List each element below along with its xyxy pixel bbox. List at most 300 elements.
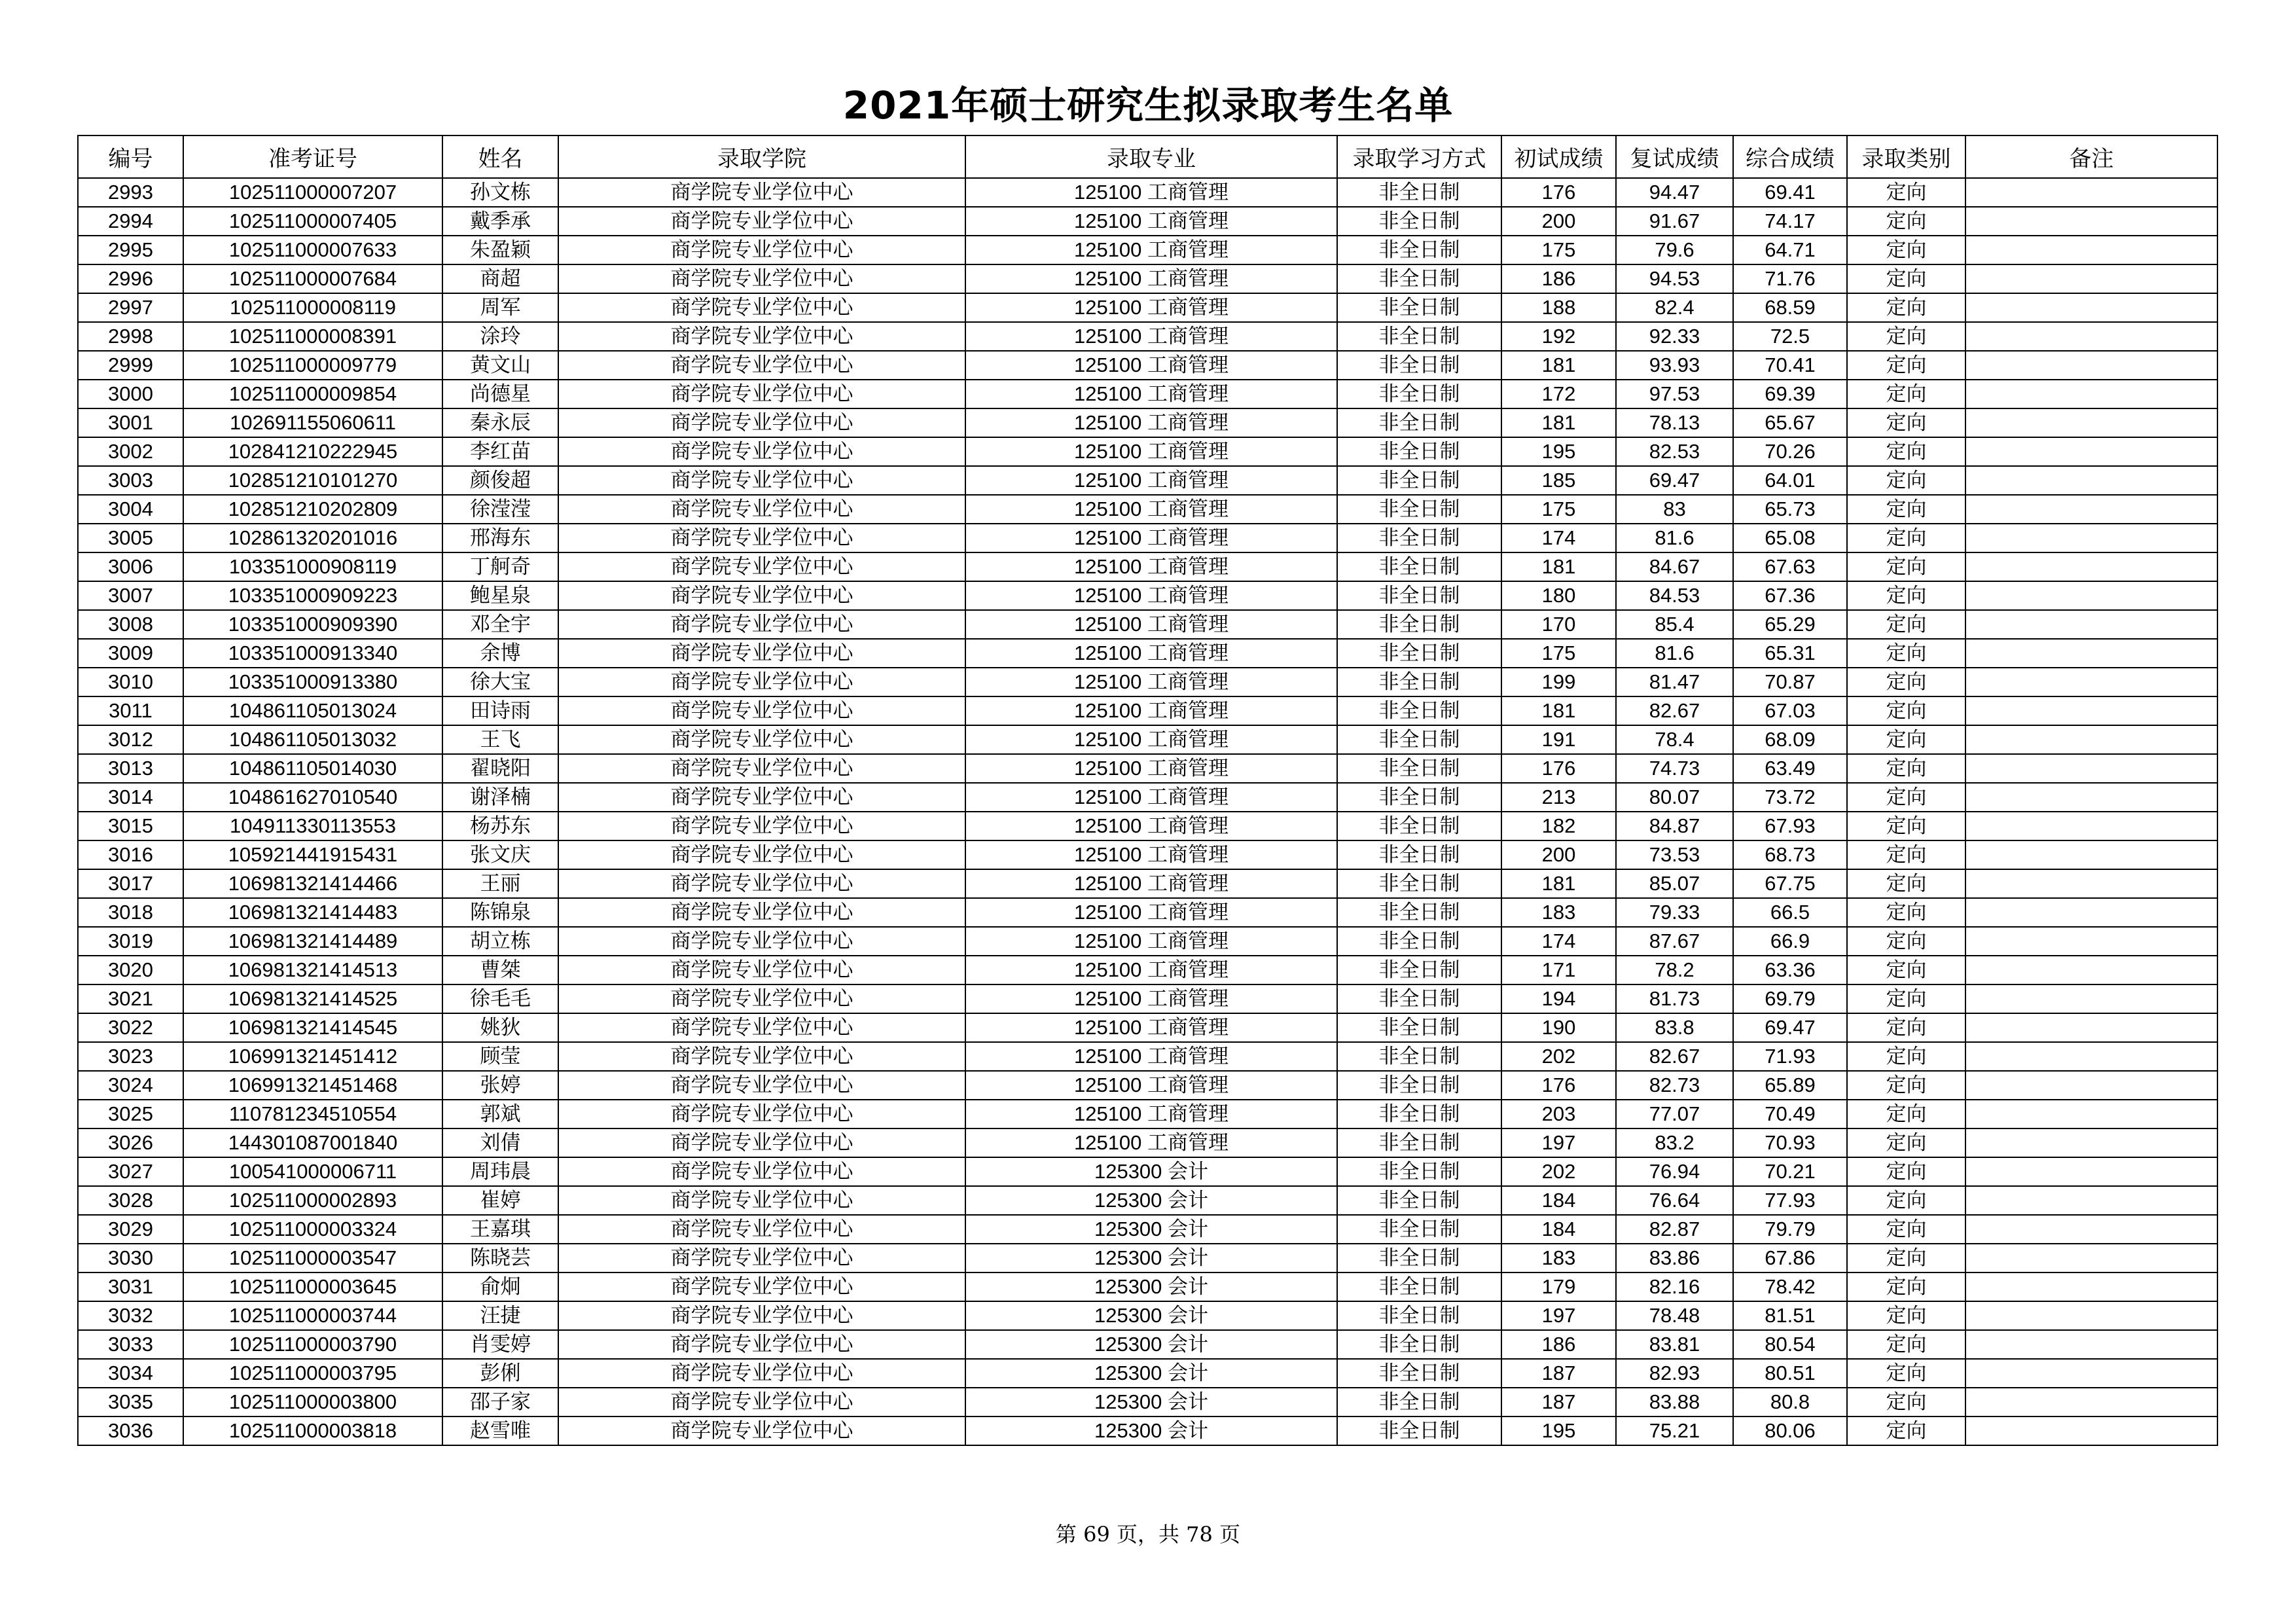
cell-exam-number: 102511000003818	[183, 1416, 442, 1445]
cell-remarks	[1965, 1359, 2217, 1388]
cell-college: 商学院专业学位中心	[558, 696, 965, 725]
cell-retest-score: 78.4	[1616, 725, 1733, 754]
cell-study-mode: 非全日制	[1337, 264, 1501, 293]
cell-major: 125100 工商管理	[965, 1042, 1337, 1071]
cell-remarks	[1965, 1272, 2217, 1301]
cell-college: 商学院专业学位中心	[558, 783, 965, 812]
table-row	[78, 812, 2217, 840]
table-row	[78, 696, 2217, 725]
cell-major: 125100 工商管理	[965, 581, 1337, 610]
cell-retest-score: 73.53	[1616, 840, 1733, 869]
cell-name: 肖雯婷	[442, 1330, 558, 1359]
cell-name: 邓全宇	[442, 610, 558, 639]
cell-id: 3022	[78, 1013, 183, 1042]
cell-study-mode: 非全日制	[1337, 1359, 1501, 1388]
cell-retest-score: 94.53	[1616, 264, 1733, 293]
cell-study-mode: 非全日制	[1337, 1128, 1501, 1157]
cell-remarks	[1965, 927, 2217, 956]
cell-study-mode: 非全日制	[1337, 322, 1501, 351]
cell-name: 谢泽楠	[442, 783, 558, 812]
cell-id: 3002	[78, 437, 183, 466]
cell-retest-score: 82.87	[1616, 1215, 1733, 1244]
cell-major: 125300 会计	[965, 1330, 1337, 1359]
cell-exam-number: 103351000909390	[183, 610, 442, 639]
cell-total-score: 65.31	[1733, 639, 1847, 668]
cell-remarks	[1965, 668, 2217, 696]
admission-table	[77, 135, 2218, 1446]
cell-college: 商学院专业学位中心	[558, 956, 965, 984]
cell-category: 定向	[1847, 437, 1965, 466]
cell-study-mode: 非全日制	[1337, 840, 1501, 869]
table-row	[78, 1416, 2217, 1445]
cell-study-mode: 非全日制	[1337, 495, 1501, 524]
cell-exam-number: 104911330113553	[183, 812, 442, 840]
cell-major: 125100 工商管理	[965, 898, 1337, 927]
cell-id: 3025	[78, 1100, 183, 1128]
cell-id: 3004	[78, 495, 183, 524]
table-row	[78, 869, 2217, 898]
cell-name: 陈锦泉	[442, 898, 558, 927]
cell-name: 黄文山	[442, 351, 558, 380]
cell-id: 3003	[78, 466, 183, 495]
cell-retest-score: 83.86	[1616, 1244, 1733, 1272]
cell-category: 定向	[1847, 207, 1965, 236]
cell-name: 鲍星泉	[442, 581, 558, 610]
cell-retest-score: 83.2	[1616, 1128, 1733, 1157]
cell-study-mode: 非全日制	[1337, 783, 1501, 812]
cell-total-score: 70.93	[1733, 1128, 1847, 1157]
cell-retest-score: 83.88	[1616, 1388, 1733, 1416]
cell-name: 尚德星	[442, 380, 558, 408]
cell-major: 125100 工商管理	[965, 236, 1337, 264]
cell-id: 3017	[78, 869, 183, 898]
cell-id: 3036	[78, 1416, 183, 1445]
cell-initial-score: 174	[1501, 524, 1616, 552]
cell-name: 彭俐	[442, 1359, 558, 1388]
table-row	[78, 322, 2217, 351]
table-row	[78, 264, 2217, 293]
cell-remarks	[1965, 1042, 2217, 1071]
cell-id: 3030	[78, 1244, 183, 1272]
cell-remarks	[1965, 1128, 2217, 1157]
cell-name: 胡立栋	[442, 927, 558, 956]
cell-study-mode: 非全日制	[1337, 812, 1501, 840]
cell-retest-score: 79.33	[1616, 898, 1733, 927]
cell-initial-score: 187	[1501, 1388, 1616, 1416]
cell-study-mode: 非全日制	[1337, 869, 1501, 898]
cell-initial-score: 184	[1501, 1215, 1616, 1244]
cell-category: 定向	[1847, 725, 1965, 754]
cell-remarks	[1965, 725, 2217, 754]
cell-exam-number: 102511000007207	[183, 178, 442, 207]
cell-initial-score: 176	[1501, 754, 1616, 783]
cell-category: 定向	[1847, 236, 1965, 264]
cell-study-mode: 非全日制	[1337, 1157, 1501, 1186]
table-row	[78, 380, 2217, 408]
cell-study-mode: 非全日制	[1337, 639, 1501, 668]
cell-name: 汪捷	[442, 1301, 558, 1330]
cell-remarks	[1965, 1330, 2217, 1359]
cell-major: 125100 工商管理	[965, 1100, 1337, 1128]
cell-exam-number: 102841210222945	[183, 437, 442, 466]
cell-id: 3006	[78, 552, 183, 581]
cell-exam-number: 102511000003324	[183, 1215, 442, 1244]
cell-exam-number: 106981321414489	[183, 927, 442, 956]
cell-remarks	[1965, 178, 2217, 207]
cell-initial-score: 175	[1501, 495, 1616, 524]
cell-exam-number: 102511000009854	[183, 380, 442, 408]
cell-study-mode: 非全日制	[1337, 696, 1501, 725]
cell-id: 3009	[78, 639, 183, 668]
cell-total-score: 68.59	[1733, 293, 1847, 322]
cell-id: 3027	[78, 1157, 183, 1186]
cell-study-mode: 非全日制	[1337, 1186, 1501, 1215]
cell-initial-score: 202	[1501, 1042, 1616, 1071]
cell-major: 125100 工商管理	[965, 984, 1337, 1013]
cell-category: 定向	[1847, 869, 1965, 898]
cell-category: 定向	[1847, 668, 1965, 696]
cell-id: 3001	[78, 408, 183, 437]
cell-initial-score: 188	[1501, 293, 1616, 322]
cell-exam-number: 104861105013024	[183, 696, 442, 725]
cell-major: 125100 工商管理	[965, 639, 1337, 668]
cell-major: 125100 工商管理	[965, 351, 1337, 380]
cell-total-score: 65.08	[1733, 524, 1847, 552]
cell-category: 定向	[1847, 581, 1965, 610]
cell-exam-number: 102851210202809	[183, 495, 442, 524]
cell-study-mode: 非全日制	[1337, 668, 1501, 696]
cell-exam-number: 102511000003800	[183, 1388, 442, 1416]
cell-major: 125300 会计	[965, 1215, 1337, 1244]
cell-college: 商学院专业学位中心	[558, 1301, 965, 1330]
cell-initial-score: 181	[1501, 869, 1616, 898]
cell-exam-number: 102511000003744	[183, 1301, 442, 1330]
cell-total-score: 80.54	[1733, 1330, 1847, 1359]
column-header-major: 录取专业	[965, 135, 1337, 178]
cell-retest-score: 94.47	[1616, 178, 1733, 207]
cell-name: 邢海东	[442, 524, 558, 552]
table-row	[78, 1330, 2217, 1359]
cell-college: 商学院专业学位中心	[558, 869, 965, 898]
table-row	[78, 725, 2217, 754]
cell-name: 顾莹	[442, 1042, 558, 1071]
cell-major: 125100 工商管理	[965, 869, 1337, 898]
cell-retest-score: 74.73	[1616, 754, 1733, 783]
cell-id: 3019	[78, 927, 183, 956]
cell-name: 王飞	[442, 725, 558, 754]
cell-retest-score: 77.07	[1616, 1100, 1733, 1128]
cell-remarks	[1965, 380, 2217, 408]
cell-retest-score: 81.6	[1616, 524, 1733, 552]
cell-college: 商学院专业学位中心	[558, 495, 965, 524]
cell-retest-score: 78.2	[1616, 956, 1733, 984]
cell-name: 颜俊超	[442, 466, 558, 495]
cell-remarks	[1965, 1416, 2217, 1445]
cell-initial-score: 183	[1501, 898, 1616, 927]
table-row	[78, 1244, 2217, 1272]
cell-college: 商学院专业学位中心	[558, 1071, 965, 1100]
cell-category: 定向	[1847, 1013, 1965, 1042]
cell-name: 秦永辰	[442, 408, 558, 437]
cell-total-score: 69.47	[1733, 1013, 1847, 1042]
cell-college: 商学院专业学位中心	[558, 524, 965, 552]
cell-college: 商学院专业学位中心	[558, 437, 965, 466]
cell-major: 125300 会计	[965, 1416, 1337, 1445]
cell-category: 定向	[1847, 610, 1965, 639]
cell-total-score: 67.03	[1733, 696, 1847, 725]
cell-remarks	[1965, 812, 2217, 840]
cell-id: 3008	[78, 610, 183, 639]
cell-study-mode: 非全日制	[1337, 581, 1501, 610]
cell-remarks	[1965, 898, 2217, 927]
table-row	[78, 984, 2217, 1013]
cell-total-score: 71.93	[1733, 1042, 1847, 1071]
cell-exam-number: 102511000007633	[183, 236, 442, 264]
cell-remarks	[1965, 437, 2217, 466]
cell-category: 定向	[1847, 1157, 1965, 1186]
table-row	[78, 1186, 2217, 1215]
table-row	[78, 408, 2217, 437]
cell-name: 赵雪唯	[442, 1416, 558, 1445]
cell-total-score: 69.39	[1733, 380, 1847, 408]
cell-major: 125100 工商管理	[965, 408, 1337, 437]
cell-total-score: 68.73	[1733, 840, 1847, 869]
cell-name: 商超	[442, 264, 558, 293]
cell-initial-score: 181	[1501, 351, 1616, 380]
cell-major: 125100 工商管理	[965, 293, 1337, 322]
cell-college: 商学院专业学位中心	[558, 1272, 965, 1301]
cell-total-score: 80.51	[1733, 1359, 1847, 1388]
header-row	[78, 135, 2217, 178]
cell-category: 定向	[1847, 840, 1965, 869]
cell-college: 商学院专业学位中心	[558, 236, 965, 264]
cell-id: 3016	[78, 840, 183, 869]
cell-remarks	[1965, 1071, 2217, 1100]
table-row	[78, 610, 2217, 639]
cell-study-mode: 非全日制	[1337, 1100, 1501, 1128]
cell-name: 杨苏东	[442, 812, 558, 840]
column-header-study-mode: 录取学习方式	[1337, 135, 1501, 178]
cell-total-score: 70.49	[1733, 1100, 1847, 1128]
cell-id: 3032	[78, 1301, 183, 1330]
cell-remarks	[1965, 236, 2217, 264]
table-row	[78, 236, 2217, 264]
table-row	[78, 754, 2217, 783]
cell-retest-score: 79.6	[1616, 236, 1733, 264]
cell-major: 125100 工商管理	[965, 1128, 1337, 1157]
cell-study-mode: 非全日制	[1337, 1013, 1501, 1042]
cell-study-mode: 非全日制	[1337, 898, 1501, 927]
cell-total-score: 74.17	[1733, 207, 1847, 236]
cell-category: 定向	[1847, 380, 1965, 408]
cell-remarks	[1965, 1157, 2217, 1186]
cell-name: 丁舸奇	[442, 552, 558, 581]
cell-initial-score: 183	[1501, 1244, 1616, 1272]
cell-total-score: 63.36	[1733, 956, 1847, 984]
cell-initial-score: 176	[1501, 1071, 1616, 1100]
cell-exam-number: 103351000913340	[183, 639, 442, 668]
cell-college: 商学院专业学位中心	[558, 1215, 965, 1244]
cell-study-mode: 非全日制	[1337, 1042, 1501, 1071]
cell-category: 定向	[1847, 466, 1965, 495]
cell-exam-number: 102511000008119	[183, 293, 442, 322]
cell-initial-score: 174	[1501, 927, 1616, 956]
cell-initial-score: 197	[1501, 1301, 1616, 1330]
cell-study-mode: 非全日制	[1337, 984, 1501, 1013]
cell-id: 3005	[78, 524, 183, 552]
cell-college: 商学院专业学位中心	[558, 754, 965, 783]
cell-name: 戴季承	[442, 207, 558, 236]
cell-initial-score: 186	[1501, 1330, 1616, 1359]
cell-college: 商学院专业学位中心	[558, 1157, 965, 1186]
cell-college: 商学院专业学位中心	[558, 1100, 965, 1128]
cell-total-score: 80.06	[1733, 1416, 1847, 1445]
cell-id: 3015	[78, 812, 183, 840]
cell-exam-number: 102511000003547	[183, 1244, 442, 1272]
table-row	[78, 1128, 2217, 1157]
cell-retest-score: 84.67	[1616, 552, 1733, 581]
cell-college: 商学院专业学位中心	[558, 639, 965, 668]
cell-category: 定向	[1847, 1128, 1965, 1157]
cell-remarks	[1965, 754, 2217, 783]
cell-study-mode: 非全日制	[1337, 466, 1501, 495]
table-row	[78, 495, 2217, 524]
cell-id: 3023	[78, 1042, 183, 1071]
cell-id: 3033	[78, 1330, 183, 1359]
cell-total-score: 71.76	[1733, 264, 1847, 293]
cell-study-mode: 非全日制	[1337, 1388, 1501, 1416]
cell-id: 2998	[78, 322, 183, 351]
cell-remarks	[1965, 581, 2217, 610]
cell-total-score: 70.87	[1733, 668, 1847, 696]
cell-major: 125300 会计	[965, 1388, 1337, 1416]
table-body	[78, 178, 2217, 1445]
cell-major: 125100 工商管理	[965, 1071, 1337, 1100]
cell-name: 王丽	[442, 869, 558, 898]
cell-study-mode: 非全日制	[1337, 754, 1501, 783]
cell-initial-score: 186	[1501, 264, 1616, 293]
cell-total-score: 64.01	[1733, 466, 1847, 495]
cell-name: 朱盈颖	[442, 236, 558, 264]
cell-initial-score: 195	[1501, 437, 1616, 466]
cell-total-score: 67.86	[1733, 1244, 1847, 1272]
cell-exam-number: 106991321451412	[183, 1042, 442, 1071]
cell-category: 定向	[1847, 1071, 1965, 1100]
cell-initial-score: 181	[1501, 696, 1616, 725]
cell-exam-number: 106981321414483	[183, 898, 442, 927]
table-row	[78, 1215, 2217, 1244]
cell-major: 125100 工商管理	[965, 207, 1337, 236]
cell-retest-score: 91.67	[1616, 207, 1733, 236]
cell-total-score: 69.41	[1733, 178, 1847, 207]
table-row	[78, 668, 2217, 696]
cell-total-score: 70.26	[1733, 437, 1847, 466]
table-row	[78, 927, 2217, 956]
cell-id: 3018	[78, 898, 183, 927]
cell-exam-number: 100541000006711	[183, 1157, 442, 1186]
cell-retest-score: 84.53	[1616, 581, 1733, 610]
cell-name: 张婷	[442, 1071, 558, 1100]
cell-study-mode: 非全日制	[1337, 524, 1501, 552]
cell-category: 定向	[1847, 927, 1965, 956]
cell-id: 3013	[78, 754, 183, 783]
cell-id: 3011	[78, 696, 183, 725]
cell-major: 125300 会计	[965, 1272, 1337, 1301]
cell-study-mode: 非全日制	[1337, 207, 1501, 236]
cell-name: 刘倩	[442, 1128, 558, 1157]
cell-exam-number: 106991321451468	[183, 1071, 442, 1100]
cell-study-mode: 非全日制	[1337, 1301, 1501, 1330]
cell-remarks	[1965, 869, 2217, 898]
cell-retest-score: 93.93	[1616, 351, 1733, 380]
cell-major: 125100 工商管理	[965, 668, 1337, 696]
cell-name: 陈晓芸	[442, 1244, 558, 1272]
cell-college: 商学院专业学位中心	[558, 552, 965, 581]
cell-id: 3031	[78, 1272, 183, 1301]
cell-total-score: 67.63	[1733, 552, 1847, 581]
cell-college: 商学院专业学位中心	[558, 380, 965, 408]
cell-name: 周玮晨	[442, 1157, 558, 1186]
cell-exam-number: 102511000008391	[183, 322, 442, 351]
cell-exam-number: 102511000009779	[183, 351, 442, 380]
cell-college: 商学院专业学位中心	[558, 927, 965, 956]
cell-exam-number: 110781234510554	[183, 1100, 442, 1128]
cell-remarks	[1965, 984, 2217, 1013]
column-header-total-score: 综合成绩	[1733, 135, 1847, 178]
cell-total-score: 80.8	[1733, 1388, 1847, 1416]
table-row	[78, 552, 2217, 581]
cell-exam-number: 106981321414513	[183, 956, 442, 984]
table-row	[78, 581, 2217, 610]
cell-initial-score: 213	[1501, 783, 1616, 812]
cell-major: 125300 会计	[965, 1157, 1337, 1186]
cell-college: 商学院专业学位中心	[558, 1359, 965, 1388]
cell-category: 定向	[1847, 524, 1965, 552]
cell-college: 商学院专业学位中心	[558, 1186, 965, 1215]
cell-initial-score: 203	[1501, 1100, 1616, 1128]
cell-initial-score: 170	[1501, 610, 1616, 639]
cell-retest-score: 92.33	[1616, 322, 1733, 351]
cell-major: 125300 会计	[965, 1186, 1337, 1215]
table-row	[78, 1013, 2217, 1042]
cell-study-mode: 非全日制	[1337, 437, 1501, 466]
cell-total-score: 73.72	[1733, 783, 1847, 812]
table-row	[78, 293, 2217, 322]
cell-retest-score: 81.6	[1616, 639, 1733, 668]
cell-name: 田诗雨	[442, 696, 558, 725]
cell-id: 3007	[78, 581, 183, 610]
cell-exam-number: 102851210101270	[183, 466, 442, 495]
cell-exam-number: 104861105013032	[183, 725, 442, 754]
cell-major: 125100 工商管理	[965, 696, 1337, 725]
cell-name: 徐滢滢	[442, 495, 558, 524]
cell-retest-score: 81.47	[1616, 668, 1733, 696]
cell-id: 2997	[78, 293, 183, 322]
cell-retest-score: 78.13	[1616, 408, 1733, 437]
cell-remarks	[1965, 840, 2217, 869]
cell-college: 商学院专业学位中心	[558, 408, 965, 437]
cell-total-score: 66.9	[1733, 927, 1847, 956]
table-row	[78, 1272, 2217, 1301]
cell-retest-score: 83.81	[1616, 1330, 1733, 1359]
table-row	[78, 1359, 2217, 1388]
cell-initial-score: 202	[1501, 1157, 1616, 1186]
cell-category: 定向	[1847, 1301, 1965, 1330]
cell-category: 定向	[1847, 783, 1965, 812]
cell-study-mode: 非全日制	[1337, 351, 1501, 380]
cell-category: 定向	[1847, 1359, 1965, 1388]
cell-retest-score: 69.47	[1616, 466, 1733, 495]
